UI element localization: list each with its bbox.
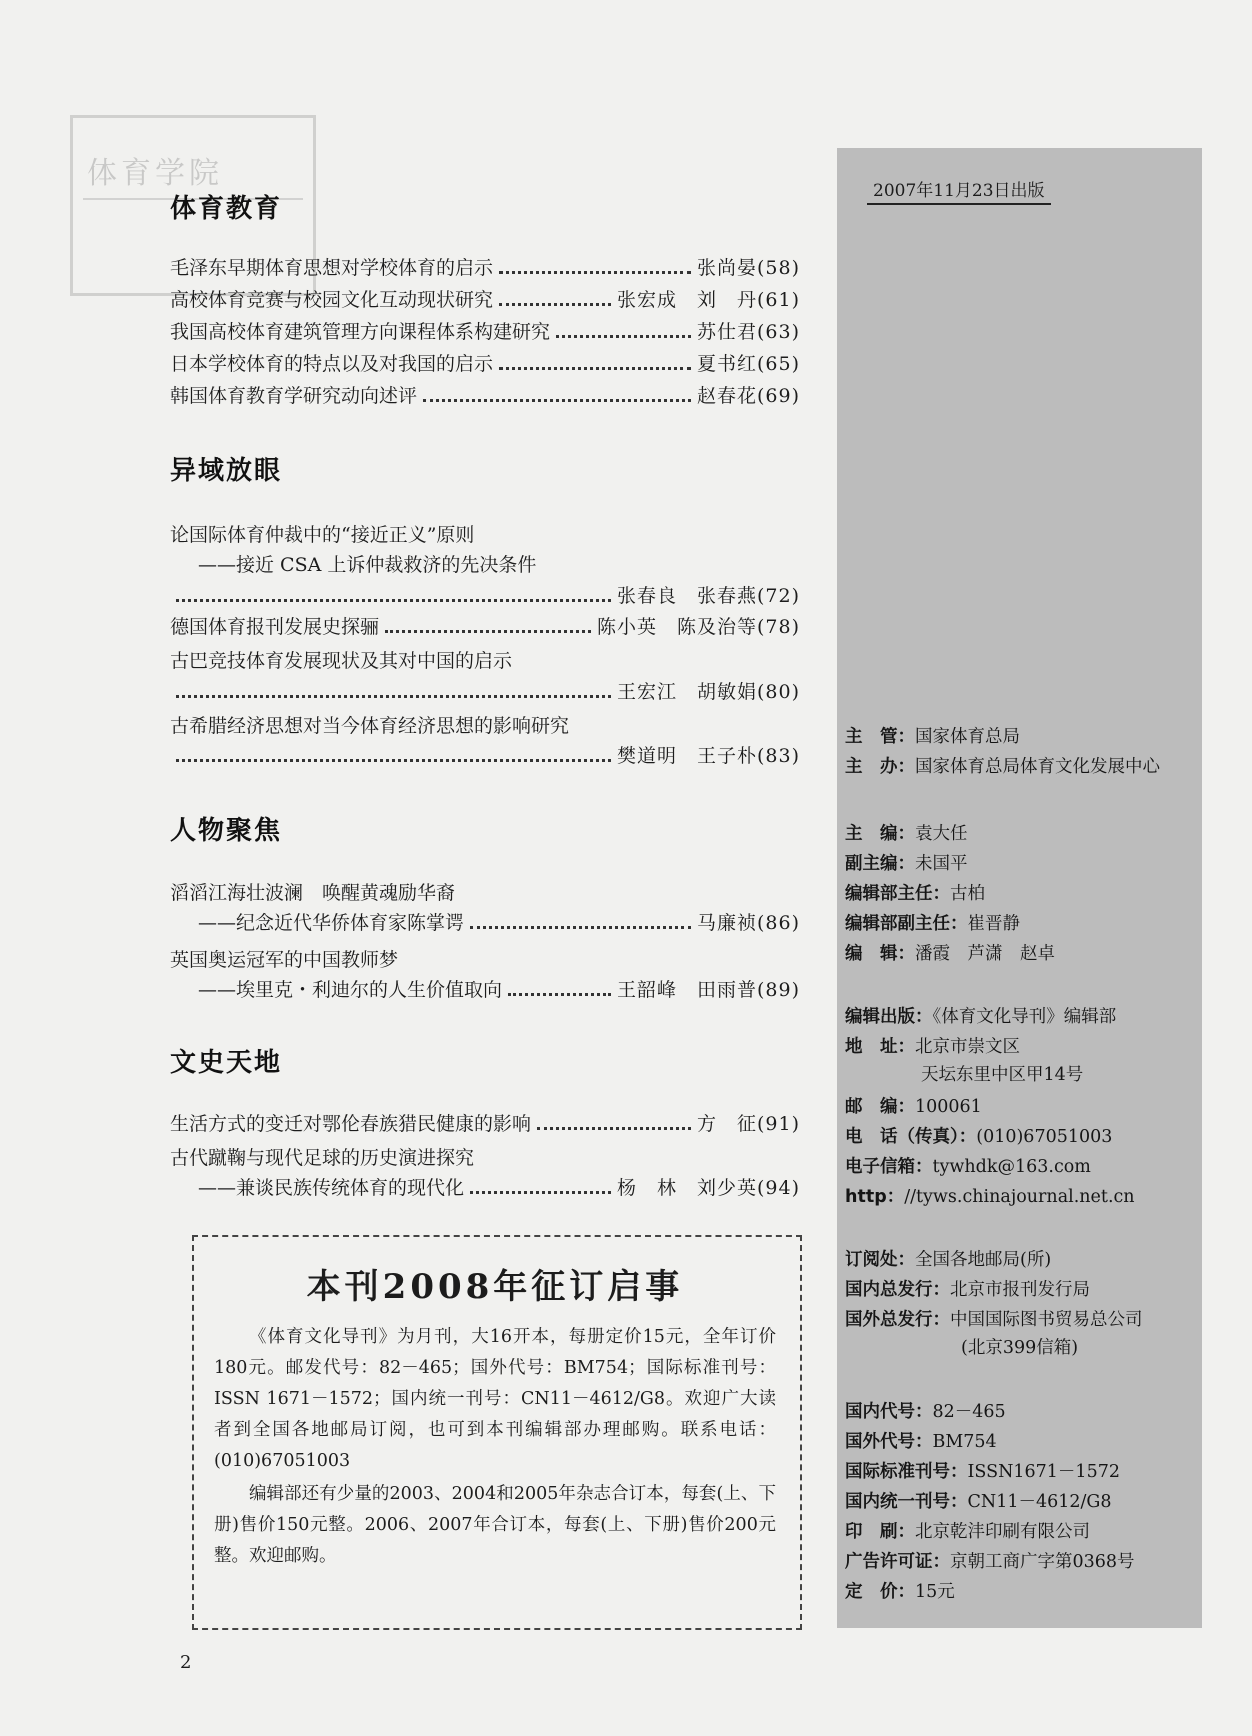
leader-dots	[470, 926, 691, 929]
entry-title[interactable]: 古代蹴鞠与现代足球的历史演进探究	[170, 1147, 475, 1169]
info-row: 编 辑：潘霞 芦潇 赵卓	[845, 944, 1055, 964]
entry-authors: 方 征(91)	[696, 1113, 800, 1135]
entry-authors: 赵春花(69)	[696, 385, 800, 407]
toc-entry[interactable]	[170, 972, 800, 1002]
toc-entry[interactable]	[170, 609, 800, 639]
entry-authors: 王韶峰 田雨普(89)	[616, 979, 800, 1001]
entry-title[interactable]: 古希腊经济思想对当今体育经济思想的影响研究	[170, 715, 570, 737]
toc-entry[interactable]	[170, 314, 800, 344]
leader-dots	[385, 630, 591, 633]
entry-authors: 张宏成 刘 丹(61)	[616, 289, 800, 311]
info-row: 定 价：15元	[845, 1582, 955, 1602]
info-row: 天坛东里中区甲14号	[921, 1065, 1084, 1085]
info-row: 国内统一刊号：CN11－4612/G8	[845, 1492, 1112, 1512]
entry-title: 生活方式的变迁对鄂伦春族猎民健康的影响	[170, 1113, 532, 1135]
leader-dots	[176, 599, 611, 602]
entry-authors: 马廉祯(86)	[696, 912, 800, 934]
info-row: 国内总发行：北京市报刊发行局	[845, 1280, 1090, 1300]
entry-title[interactable]: 英国奥运冠军的中国教师梦	[170, 949, 399, 971]
info-row: 编辑部主任：古柏	[845, 884, 985, 904]
leader-dots	[423, 399, 691, 402]
publication-date: 2007年11月23日出版	[867, 176, 1051, 205]
leader-dots	[556, 335, 691, 338]
entry-title: 高校体育竞赛与校园文化互动现状研究	[170, 289, 494, 311]
entry-authors: 张春良 张春燕(72)	[616, 585, 800, 607]
info-row: 邮 编：100061	[845, 1097, 982, 1117]
toc-entry[interactable]	[170, 282, 800, 312]
page-number: 2	[180, 1652, 192, 1673]
entry-authors: 张尚晏(58)	[696, 257, 800, 279]
info-row: 副主编：未国平	[845, 854, 968, 874]
info-row: 地 址：北京市崇文区	[845, 1037, 1020, 1057]
info-row: 国外总发行：中国国际图书贸易总公司	[845, 1310, 1143, 1330]
leader-dots	[176, 759, 611, 762]
info-row: 电 话（传真）：(010)67051003	[845, 1127, 1113, 1147]
info-row: 国外代号：BM754	[845, 1432, 997, 1452]
entry-title: 韩国体育教育学研究动向述评	[170, 385, 418, 407]
notice-paragraph: 《体育文化导刊》为月刊，大16开本，每册定价15元，全年订价180元。邮发代号：82－465；国外代号：BM754；国际标准刊号：ISSN 1671－1572；国内统一刊号：CN11－4612/G8。欢迎广大读者到全国各地邮局订阅，也可到本刊编辑部办理邮购。联系电话：(010)67051003	[214, 1327, 776, 1471]
entry-title: 日本学校体育的特点以及对我国的启示	[170, 353, 494, 375]
section-title: 文史天地	[170, 1048, 283, 1078]
masthead-sidebar	[837, 148, 1202, 1628]
toc-entry[interactable]	[170, 250, 800, 280]
toc-entry[interactable]	[170, 738, 800, 768]
toc-entry[interactable]	[170, 1170, 800, 1200]
leader-dots	[499, 303, 611, 306]
info-row: http：//tyws.chinajournal.net.cn	[845, 1187, 1135, 1207]
subscription-notice	[192, 1235, 802, 1630]
entry-authors: 杨 林 刘少英(94)	[616, 1177, 800, 1199]
info-row: 编辑部副主任：崔晋静	[845, 914, 1020, 934]
entry-title: 毛泽东早期体育思想对学校体育的启示	[170, 257, 494, 279]
entry-title[interactable]: 论国际体育仲裁中的“接近正义”原则	[170, 524, 475, 546]
info-row: 电子信箱：tywhdk@163.com	[845, 1157, 1091, 1177]
info-row: (北京399信箱)	[961, 1338, 1079, 1358]
info-row: 编辑出版：《体育文化导刊》编辑部	[845, 1007, 1117, 1027]
leader-dots	[470, 1191, 611, 1194]
entry-subtitle: ——纪念近代华侨体育家陈掌谔	[198, 912, 465, 934]
notice-title: 本刊2008年征订启事	[306, 1267, 684, 1307]
entry-authors: 王宏江 胡敏娟(80)	[616, 681, 800, 703]
section-title: 人物聚焦	[170, 816, 283, 846]
toc-entry[interactable]	[170, 378, 800, 408]
leader-dots	[537, 1127, 691, 1130]
stamp-text: 体育学院	[87, 156, 223, 191]
entry-authors: 陈小英 陈及治等(78)	[596, 616, 800, 638]
info-row: 主 编：袁大任	[845, 824, 968, 844]
info-row: 印 刷：北京乾沣印刷有限公司	[845, 1522, 1090, 1542]
entry-title[interactable]: 滔滔江海壮波澜 唤醒黄魂励华裔	[170, 882, 456, 904]
entry-authors: 夏书红(65)	[696, 353, 800, 375]
info-row: 主 办：国家体育总局体育文化发展中心	[845, 757, 1160, 777]
leader-dots	[508, 993, 611, 996]
section-title: 体育教育	[170, 194, 283, 224]
entry-subtitle: ——接近 CSA 上诉仲裁救济的先决条件	[198, 554, 537, 576]
leader-dots	[499, 271, 691, 274]
toc-entry[interactable]	[170, 674, 800, 704]
leader-dots	[176, 695, 611, 698]
info-row: 国内代号：82－465	[845, 1402, 1006, 1422]
info-row: 主 管：国家体育总局	[845, 727, 1020, 747]
entry-authors: 苏仕君(63)	[696, 321, 800, 343]
entry-subtitle: ——兼谈民族传统体育的现代化	[198, 1177, 465, 1199]
entry-authors: 樊道明 王子朴(83)	[616, 745, 800, 767]
toc-entry[interactable]	[170, 578, 800, 608]
entry-title[interactable]: 古巴竞技体育发展现状及其对中国的启示	[170, 650, 513, 672]
toc-entry[interactable]	[170, 905, 800, 935]
notice-paragraph: 编辑部还有少量的2003、2004和2005年杂志合订本，每套(上、下册)售价150元整。2006、2007年合订本，每套(上、下册)售价200元整。欢迎邮购。	[214, 1484, 776, 1566]
info-row: 广告许可证：京朝工商广字第0368号	[845, 1552, 1135, 1572]
entry-title: 我国高校体育建筑管理方向课程体系构建研究	[170, 321, 551, 343]
section-title: 异域放眼	[170, 456, 283, 486]
toc-entry[interactable]	[170, 346, 800, 376]
info-row: 国际标准刊号：ISSN1671－1572	[845, 1462, 1120, 1482]
info-row: 订阅处：全国各地邮局(所)	[845, 1250, 1052, 1270]
toc-entry[interactable]	[170, 1106, 800, 1136]
leader-dots	[499, 367, 691, 370]
entry-subtitle: ——埃里克・利迪尔的人生价值取向	[198, 979, 503, 1001]
entry-title: 德国体育报刊发展史探骊	[170, 616, 380, 638]
